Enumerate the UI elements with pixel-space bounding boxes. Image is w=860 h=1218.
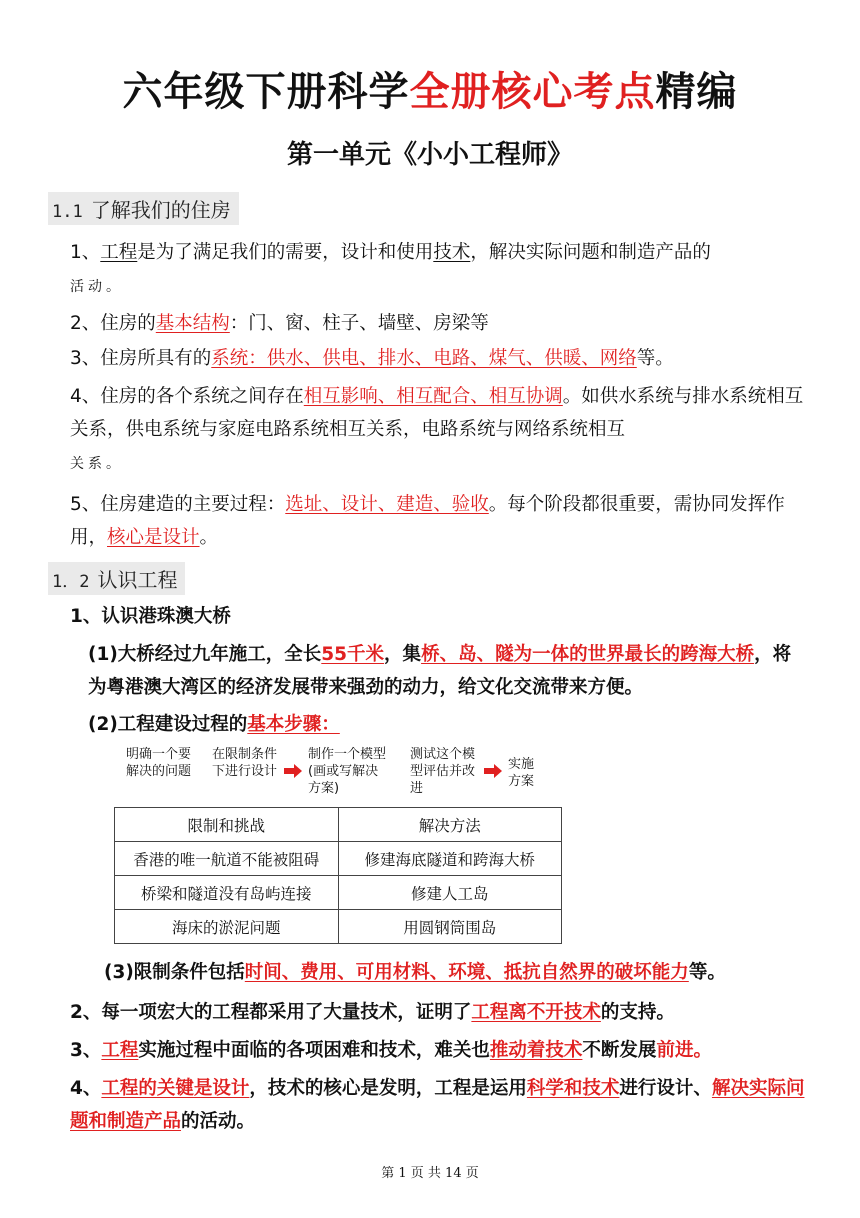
- flow-step-3: 制作一个模型(画或写解决方案): [308, 747, 387, 796]
- table-row: [115, 876, 562, 910]
- section-heading-1-1: 1.1 了解我们的住房: [48, 192, 239, 225]
- table-header: 解决方法: [338, 808, 562, 842]
- paragraph-bridge-3: (3)限制条件包括时间、费用、可用材料、环境、抵抗自然界的破坏能力等。: [104, 962, 726, 983]
- page-title: 六年级下册科学全册核心考点精编: [122, 69, 738, 115]
- paragraph-1-2-2: 2、每一项宏大的工程都采用了大量技术，证明了工程离不开技术的支持。: [70, 1002, 675, 1023]
- section-heading-1-2: 1．2 认识工程: [48, 562, 185, 595]
- table-cell: 用圆钢筒围岛: [338, 910, 562, 944]
- paragraph-1-2-3: 3、工程实施过程中面临的各项困难和技术，难关也推动着技术不断发展前进。: [70, 1040, 712, 1061]
- paragraph-1-2-4: 4、工程的关键是设计，技术的核心是发明，工程是运用科学和技术进行设计、解决实际问题和制造产品的活动。: [70, 1078, 805, 1132]
- paragraph-1-1-1: 1、工程是为了满足我们的需要，设计和使用技术，解决实际问题和制造产品的 活动。: [70, 242, 711, 295]
- flow-step-2: 在限制条件下进行设计: [212, 747, 278, 779]
- heading-bridge: 1、认识港珠澳大桥: [70, 606, 231, 627]
- paragraph-1-1-4: 4、住房的各个系统之间存在相互影响、相互配合、相互协调。如供水系统与排水系统相互关系，供电系统与家庭电路系统相互关系，电路系统与网络系统相互 关系。: [70, 386, 804, 472]
- flow-step-5: 实施方案: [508, 757, 535, 789]
- paragraph-1-1-2: 2、住房的基本结构：门、窗、柱子、墙壁、房梁等: [70, 313, 489, 334]
- table-header: 限制和挑战: [115, 808, 339, 842]
- table-cell: 修建海底隧道和跨海大桥: [338, 842, 562, 876]
- page-footer: 第 1 页 共 14 页: [381, 1166, 479, 1181]
- paragraph-bridge-1: (1)大桥经过九年施工，全长55千米，集桥、岛、隧为一体的世界最长的跨海大桥，将为粤港澳大湾区的经济发展带来强劲的动力，给文化交流带来方便。: [88, 644, 792, 698]
- table-cell: 桥梁和隧道没有岛屿连接: [115, 876, 339, 910]
- table-cell: 修建人工岛: [338, 876, 562, 910]
- process-flow: [118, 746, 558, 806]
- flow-step-1: 明确一个要解决的问题: [126, 747, 192, 779]
- constraints-table: [114, 807, 562, 944]
- unit-title: 第一单元《小小工程师》: [286, 140, 573, 170]
- table-row: [115, 842, 562, 876]
- table-cell: 海床的淤泥问题: [115, 910, 339, 944]
- table-header-row: [115, 808, 562, 842]
- arrow-right-icon: [484, 764, 502, 778]
- table-row: [115, 910, 562, 944]
- paragraph-bridge-2: (2)工程建设过程的基本步骤：: [88, 714, 340, 735]
- arrow-right-icon: [284, 764, 302, 778]
- table-cell: 香港的唯一航道不能被阻碍: [115, 842, 339, 876]
- flow-step-4: 测试这个模型评估并改进: [410, 747, 476, 796]
- paragraph-1-1-3: 3、住房所具有的系统：供水、供电、排水、电路、煤气、供暖、网络等。: [70, 348, 674, 369]
- paragraph-1-1-5: 5、住房建造的主要过程：选址、设计、建造、验收。每个阶段都很重要，需协同发挥作用，核心是设计。: [70, 494, 785, 548]
